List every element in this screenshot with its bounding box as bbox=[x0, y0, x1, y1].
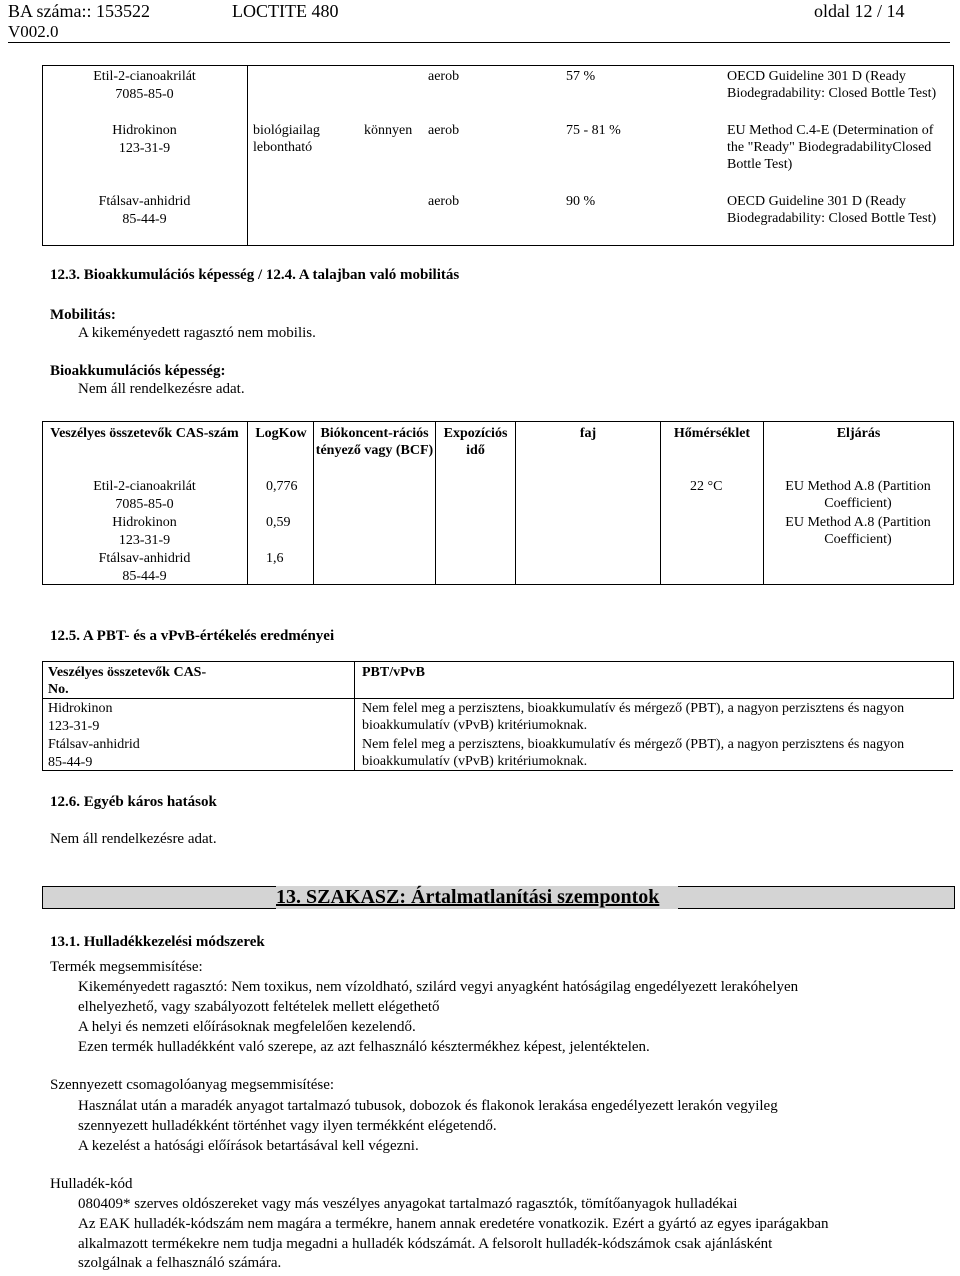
pbt-substance-cas: 123-31-9 bbox=[48, 719, 100, 734]
product-disposal-label: Termék megsemmisítése: bbox=[50, 959, 203, 975]
product-disposal-line: elhelyezhető, vagy szabályozott feltételek mellett elégethető bbox=[78, 999, 440, 1015]
product-disposal-line: Kikeményedett ragasztó: Nem toxikus, nem vízoldható, szilárd vegyi anyagként hatóságilag engedélyezett lerakóhelyen bbox=[78, 979, 799, 995]
method: OECD Guideline 301 D (Ready Biodegradability: Closed Bottle Test) bbox=[727, 194, 937, 226]
waste-code-label: Hulladék-kód bbox=[50, 1176, 133, 1192]
packaging-line: szennyezett hulladékként történhet vagy ilyen termékként elégetendő. bbox=[78, 1118, 497, 1134]
pbt-substance-cas: 85-44-9 bbox=[48, 755, 93, 770]
substance-name: Ftálsav-anhidrid bbox=[98, 194, 191, 209]
page-number: oldal 12 / 14 bbox=[814, 1, 905, 21]
substance-cas: 7085-85-0 bbox=[115, 87, 174, 102]
packaging-line: Használat után a maradék anyagot tartalmazó tubusok, dobozok és flakonok lerakása engedélyezett lerakón vegyileg bbox=[78, 1098, 778, 1114]
packaging-line: A kezelést a hatósági előírások betartásával kell végezni. bbox=[78, 1138, 419, 1154]
pbt-result-text: Nem felel meg a perzisztens, bioakkumulatív és mérgező (PBT), a nagyon perzisztens és nagyon bioakkumulatív (vPvB) kritériumoknak. bbox=[362, 701, 905, 733]
col-header-logkow: LogKow bbox=[255, 426, 307, 441]
pbt-col-header-result: PBT/vPvB bbox=[362, 665, 426, 680]
waste-code-line: szolgálnak a felhasználó számára. bbox=[78, 1255, 282, 1271]
section-13-1-heading: 13.1. Hulladékkezelési módszerek bbox=[50, 934, 265, 950]
result-extra: könnyen bbox=[364, 123, 413, 138]
col-header-bcf: Biókoncent-rációs tényező vagy (BCF) bbox=[315, 426, 434, 458]
pbt-substance-name: Hidrokinon bbox=[48, 701, 113, 716]
temperature-value: 22 °C bbox=[690, 479, 723, 494]
pbt-substance-name: Ftálsav-anhidrid bbox=[48, 737, 140, 752]
substance-cas: 7085-85-0 bbox=[115, 497, 174, 512]
waste-code-line: alkalmazott termékekre nem tudja megadni a hulladék kódszámát. A felsorolt hulladék-kódszámok csak ajánlásként bbox=[78, 1236, 773, 1252]
mobility-label: Mobilitás: bbox=[50, 307, 116, 323]
logkow-value: 1,6 bbox=[266, 551, 284, 566]
procedure-value: EU Method A.8 (Partition Coefficient) bbox=[785, 479, 931, 511]
mode: aerob bbox=[428, 123, 460, 138]
logkow-value: 0,776 bbox=[266, 479, 298, 494]
procedure-value: EU Method A.8 (Partition Coefficient) bbox=[785, 515, 931, 547]
substance-cas: 85-44-9 bbox=[122, 569, 167, 584]
section-12-6-heading: 12.6. Egyéb káros hatások bbox=[50, 794, 217, 810]
logkow-value: 0,59 bbox=[266, 515, 291, 530]
col-header-species: faj bbox=[579, 426, 597, 441]
col-header-temperature: Hőmérséklet bbox=[673, 426, 751, 441]
product-name: LOCTITE 480 bbox=[232, 1, 339, 21]
section-12-3-heading: 12.3. Bioakkumulációs képesség / 12.4. A talajban való mobilitás bbox=[50, 267, 460, 283]
mobility-text: A kikeményedett ragasztó nem mobilis. bbox=[78, 325, 316, 341]
section-12-6-text: Nem áll rendelkezésre adat. bbox=[50, 831, 217, 847]
pbt-col-header-substances: Veszélyes összetevők CAS-No. bbox=[48, 665, 207, 697]
substance-name: Etil-2-cianoakrilát bbox=[93, 479, 196, 494]
mode: aerob bbox=[428, 194, 460, 209]
substance-cas: 123-31-9 bbox=[118, 141, 171, 156]
bioacc-label: Bioakkumulációs képesség: bbox=[50, 363, 226, 379]
degradation: 57 % bbox=[566, 69, 596, 84]
version: V002.0 bbox=[8, 22, 59, 41]
waste-code-line: 080409* szerves oldószereket vagy más veszélyes anyagokat tartalmazó ragasztók, tömítőanyagok hulladékai bbox=[78, 1196, 738, 1212]
col-header-exposure: Expozíciós idő bbox=[443, 426, 508, 458]
substance-name: Etil-2-cianoakrilát bbox=[93, 69, 196, 84]
header-rule bbox=[8, 42, 950, 43]
section-12-5-heading: 12.5. A PBT- és a vPvB-értékelés eredményei bbox=[50, 628, 335, 644]
product-disposal-line: A helyi és nemzeti előírásoknak megfelelően kezelendő. bbox=[78, 1019, 416, 1035]
substance-name: Hidrokinon bbox=[112, 515, 177, 530]
product-disposal-line: Ezen termék hulladékként való szerepe, az azt felhasználó késztermékhez képest, jelentéktelen. bbox=[78, 1039, 650, 1055]
substance-cas: 85-44-9 bbox=[122, 212, 167, 227]
result-text: biológiailag lebontható bbox=[253, 123, 320, 155]
mode: aerob bbox=[428, 69, 460, 84]
bioacc-text: Nem áll rendelkezésre adat. bbox=[78, 381, 245, 397]
col-header-procedure: Eljárás bbox=[836, 426, 881, 441]
method: EU Method C.4-E (Determination of the "Ready" BiodegradabilityClosed Bottle Test) bbox=[727, 123, 934, 172]
substance-name: Ftálsav-anhidrid bbox=[98, 551, 191, 566]
substance-name: Hidrokinon bbox=[112, 123, 177, 138]
col-header-substances: Veszélyes összetevők CAS-szám bbox=[50, 426, 239, 441]
degradation: 90 % bbox=[566, 194, 596, 209]
pbt-result-text: Nem felel meg a perzisztens, bioakkumulatív és mérgező (PBT), a nagyon perzisztens és nagyon bioakkumulatív (vPvB) kritériumoknak. bbox=[362, 737, 905, 769]
ba-number: BA száma:: 153522 bbox=[8, 1, 150, 21]
packaging-label: Szennyezett csomagolóanyag megsemmisítése: bbox=[50, 1077, 335, 1093]
method: OECD Guideline 301 D (Ready Biodegradability: Closed Bottle Test) bbox=[727, 69, 937, 101]
substance-cas: 123-31-9 bbox=[118, 533, 171, 548]
degradation: 75 - 81 % bbox=[566, 123, 621, 138]
waste-code-line: Az EAK hulladék-kódszám nem magára a termékre, hanem annak eredetére vonatkozik. Ezért a gyártó az egyes iparágakban bbox=[78, 1216, 829, 1232]
section-13-title: 13. SZAKASZ: Ártalmatlanítási szempontok bbox=[276, 886, 678, 909]
